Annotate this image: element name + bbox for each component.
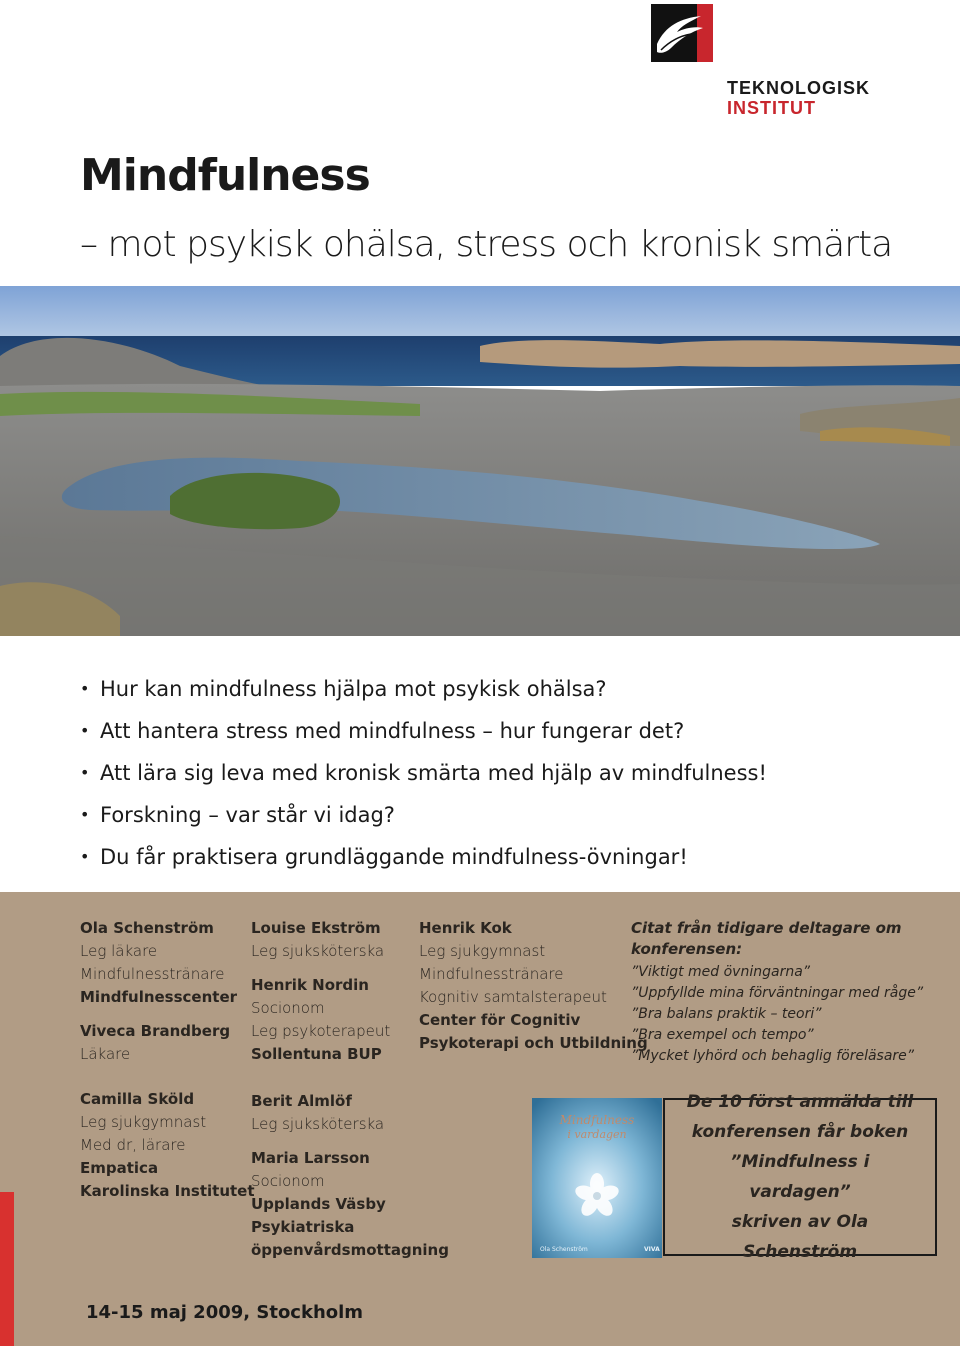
speakers-column-3: [419, 917, 648, 1055]
teknologisk-institut-logo-icon: [651, 4, 713, 62]
speaker-role: Leg läkare: [80, 942, 158, 960]
book-title-line-1: Mindfulness: [559, 1113, 635, 1127]
quote-item: ”Uppfyllde mina förväntningar med råge”: [631, 985, 924, 1001]
quote-item: ”Viktigt med övningarna”: [631, 964, 811, 980]
speaker-role: Kognitiv samtalsterapeut: [419, 988, 607, 1006]
speaker-org: Center för Cognitiv: [419, 1011, 581, 1029]
speaker-name: Louise Ekström: [251, 919, 381, 937]
speakers-column-1: [80, 917, 255, 1203]
speaker-org: Upplands Väsby: [251, 1195, 386, 1213]
book-title-line-2: i vardagen: [567, 1128, 627, 1141]
speaker-name: Ola Schenström: [80, 919, 214, 937]
speaker-role: Mindfulnesstränare: [80, 965, 225, 983]
topic-item: • Att lära sig leva med kronisk smärta med hjälp av mindfulness!: [80, 752, 767, 794]
book-cover-image: [532, 1098, 662, 1258]
speaker-role: Mindfulnesstränare: [419, 965, 564, 983]
participant-quotes: [631, 918, 951, 1067]
speaker-role: Leg psykoterapeut: [251, 1022, 391, 1040]
coastal-rock-landscape-image: [0, 286, 960, 636]
speaker-name: Viveca Brandberg: [80, 1022, 231, 1040]
offer-line: skriven av Ola Schenström: [731, 1212, 869, 1262]
page-title: Mindfulness: [80, 150, 370, 201]
logo-wordmark: [727, 78, 870, 118]
speaker-org: Sollentuna BUP: [251, 1045, 382, 1063]
logo-line-1: TEKNOLOGISK: [727, 78, 871, 98]
speaker-role: Leg sjuksköterska: [251, 1115, 385, 1133]
speaker-role: Leg sjukgymnast: [80, 1113, 207, 1131]
quote-item: ”Mycket lyhörd och behaglig föreläsare”: [631, 1048, 915, 1064]
speaker-name: Berit Almlöf: [251, 1092, 352, 1110]
speaker-org: Mindfulnesscenter: [80, 988, 238, 1006]
book-offer-box: [663, 1092, 937, 1262]
speaker-org: Empatica: [80, 1159, 159, 1177]
speaker-name: Henrik Kok: [419, 919, 512, 937]
topic-item: • Du får praktisera grundläggande mindfulness-övningar!: [80, 836, 767, 878]
speaker-role: Socionom: [251, 1172, 325, 1190]
quote-item: ”Bra balans praktik – teori”: [631, 1006, 822, 1022]
speaker-role: Socionom: [251, 999, 325, 1017]
quote-item: ”Bra exempel och tempo”: [631, 1027, 814, 1043]
accent-bar: [0, 1192, 14, 1346]
speaker-org: Psykiatriska: [251, 1218, 355, 1236]
speaker-org: Psykoterapi och Utbildning: [419, 1034, 648, 1052]
speaker-role: Leg sjuksköterska: [251, 942, 385, 960]
offer-line: konferensen får boken: [691, 1122, 909, 1142]
topic-list: [80, 668, 767, 878]
speaker-role: Leg sjukgymnast: [419, 942, 546, 960]
offer-line: ”Mindfulness i vardagen”: [730, 1152, 870, 1202]
speaker-role: Läkare: [80, 1045, 131, 1063]
speaker-org: öppenvårdsmottagning: [251, 1241, 449, 1259]
speaker-org: Karolinska Institutet: [80, 1182, 255, 1200]
topic-item: • Hur kan mindfulness hjälpa mot psykisk ohälsa?: [80, 668, 767, 710]
topic-item: • Forskning – var står vi idag?: [80, 794, 767, 836]
speaker-name: Camilla Sköld: [80, 1090, 195, 1108]
page-subtitle: – mot psykisk ohälsa, stress och kronisk smärta: [80, 224, 893, 265]
quotes-heading: Citat från tidigare deltagare om konferensen:: [631, 919, 902, 958]
offer-line: De 10 först anmälda till: [686, 1092, 914, 1112]
speaker-name: Henrik Nordin: [251, 976, 369, 994]
book-author: Ola Schenström: [540, 1246, 588, 1253]
speaker-name: Maria Larsson: [251, 1149, 370, 1167]
event-date-location: 14-15 maj 2009, Stockholm: [86, 1302, 364, 1323]
topic-item: • Att hantera stress med mindfulness – hur fungerar det?: [80, 710, 767, 752]
book-publisher: VIVA: [644, 1246, 660, 1253]
logo-line-2: INSTITUT: [727, 98, 816, 118]
speaker-role: Med dr, lärare: [80, 1136, 186, 1154]
